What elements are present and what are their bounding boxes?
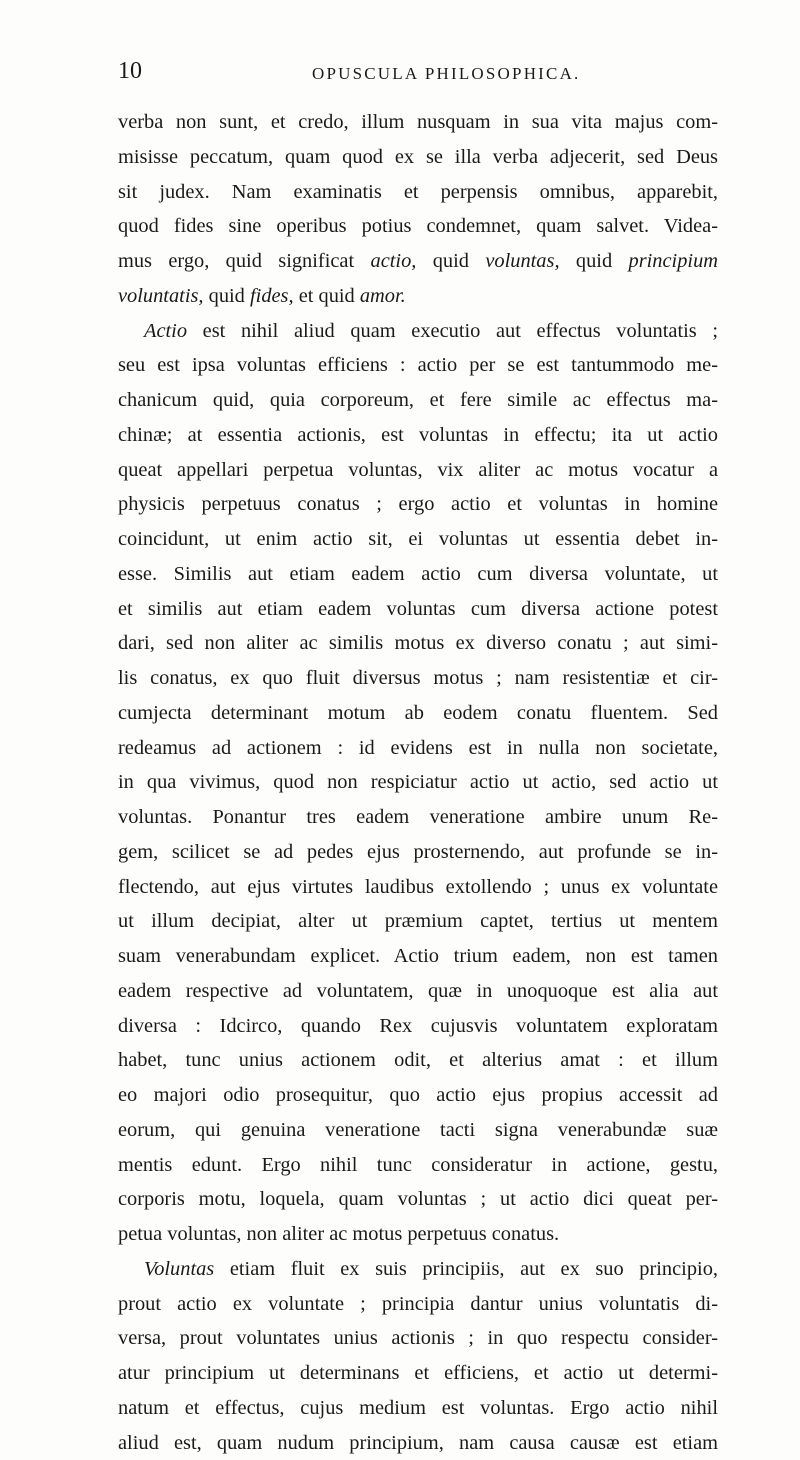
text-segment: esse. Similis aut etiam eadem actio cum diversa voluntate, ut: [118, 563, 718, 585]
text-segment: voluntas. Ponantur tres eadem veneratione ambire unum Re-: [118, 806, 718, 828]
text-line: [118, 626, 718, 661]
text-segment: eorum, qui genuina veneratione tacti signa venerabundæ suæ: [118, 1119, 718, 1141]
text-line: [118, 1182, 718, 1217]
text-line: [118, 453, 718, 488]
italic-term: Actio: [144, 320, 187, 342]
text-segment: sit judex. Nam examinatis et perpensis omnibus, apparebit,: [118, 181, 718, 203]
text-line: [118, 870, 718, 905]
text-line: [118, 939, 718, 974]
text-segment: natum et effectus, cujus medium est voluntas. Ergo actio nihil: [118, 1397, 718, 1419]
text-segment: est nihil aliud quam executio aut effectus voluntatis ;: [187, 320, 718, 342]
text-segment: quid: [560, 250, 629, 272]
italic-term: fides,: [250, 285, 294, 307]
text-segment: lis conatus, ex quo fluit diversus motus ; nam resistentiæ et cir-: [118, 667, 718, 689]
text-segment: ut illum decipiat, alter ut præmium captet, tertius ut mentem: [118, 910, 718, 932]
text-line: [118, 1391, 718, 1426]
text-segment: et quid: [294, 285, 360, 307]
text-line: [118, 1217, 718, 1252]
text-line: [118, 800, 718, 835]
text-segment: mentis edunt. Ergo nihil tunc consideratur in actione, gestu,: [118, 1154, 718, 1176]
running-head: OPUSCULA PHILOSOPHICA.: [312, 59, 581, 89]
text-line: [118, 974, 718, 1009]
italic-term: actio,: [371, 250, 417, 272]
page-number: 10: [118, 56, 142, 86]
text-segment: redeamus ad actionem : id evidens est in nulla non societate,: [118, 737, 718, 759]
text-line: [118, 835, 718, 870]
text-line: [118, 383, 718, 418]
text-line: [118, 140, 718, 175]
text-segment: quid: [416, 250, 485, 272]
text-line: [118, 1113, 718, 1148]
text-line: [118, 487, 718, 522]
text-segment: misisse peccatum, quam quod ex se illa verba adjecerit, sed Deus: [118, 146, 718, 168]
text-segment: et similis aut etiam eadem voluntas cum diversa actione potest: [118, 598, 718, 620]
italic-term: amor.: [360, 285, 406, 307]
italic-term: voluntas,: [485, 250, 559, 272]
text-line: [118, 1321, 718, 1356]
text-segment: diversa : Idcirco, quando Rex cujusvis voluntatem exploratam: [118, 1015, 718, 1037]
text-segment: quid: [204, 285, 250, 307]
text-line: [118, 1148, 718, 1183]
text-segment: flectendo, aut ejus virtutes laudibus extollendo ; unus ex voluntate: [118, 876, 718, 898]
text-segment: physicis perpetuus conatus ; ergo actio et voluntas in homine: [118, 493, 718, 515]
text-line: [118, 1356, 718, 1391]
text-segment: versa, prout voluntates unius actionis ; in quo respectu consider-: [118, 1327, 718, 1349]
text-line: [118, 1043, 718, 1078]
text-line: [118, 244, 718, 279]
text-segment: etiam fluit ex suis principiis, aut ex suo principio,: [214, 1258, 718, 1280]
text-segment: chanicum quid, quia corporeum, et fere simile ac effectus ma-: [118, 389, 718, 411]
text-line: [118, 1426, 718, 1460]
page-header: [118, 56, 718, 86]
text-segment: eadem respective ad voluntatem, quæ in unoquoque est alia aut: [118, 980, 718, 1002]
text-segment: in qua vivimus, quod non respiciatur actio ut actio, sed actio ut: [118, 771, 718, 793]
text-segment: seu est ipsa voluntas efficiens : actio per se est tantummodo me-: [118, 354, 718, 376]
text-segment: queat appellari perpetua voluntas, vix aliter ac motus vocatur a: [118, 459, 718, 481]
text-line: [118, 105, 718, 140]
text-segment: eo majori odio prosequitur, quo actio ejus propius accessit ad: [118, 1084, 718, 1106]
text-segment: chinæ; at essentia actionis, est voluntas in effectu; ita ut actio: [118, 424, 718, 446]
text-line: [118, 279, 718, 314]
text-segment: mus ergo, quid significat: [118, 250, 371, 272]
italic-term: principium: [629, 250, 719, 272]
text-line: [118, 731, 718, 766]
text-segment: coincidunt, ut enim actio sit, ei voluntas ut essentia debet in-: [118, 528, 718, 550]
text-line: [118, 209, 718, 244]
italic-term: Voluntas: [144, 1258, 214, 1280]
text-line: [118, 592, 718, 627]
text-segment: verba non sunt, et credo, illum nusquam in sua vita majus com-: [118, 111, 718, 133]
text-line: [118, 765, 718, 800]
text-line: [118, 1078, 718, 1113]
text-line: [118, 175, 718, 210]
text-line: [118, 348, 718, 383]
text-line: [118, 1287, 718, 1322]
text-line: [118, 661, 718, 696]
text-segment: prout actio ex voluntate ; principia dantur unius voluntatis di-: [118, 1293, 718, 1315]
text-line: [118, 696, 718, 731]
text-line: [118, 522, 718, 557]
text-segment: aliud est, quam nudum principium, nam causa causæ est etiam: [118, 1432, 718, 1454]
text-segment: dari, sed non aliter ac similis motus ex diverso conatu ; aut simi-: [118, 632, 718, 654]
body-text: [118, 105, 718, 1460]
text-segment: atur principium ut determinans et efficiens, et actio ut determi-: [118, 1362, 718, 1384]
text-line: [118, 1009, 718, 1044]
text-segment: quod fides sine operibus potius condemnet, quam salvet. Videa-: [118, 215, 718, 237]
text-line: [118, 557, 718, 592]
text-segment: corporis motu, loquela, quam voluntas ; ut actio dici queat per-: [118, 1188, 718, 1210]
text-segment: cumjecta determinant motum ab eodem conatu fluentem. Sed: [118, 702, 718, 724]
text-segment: habet, tunc unius actionem odit, et alterius amat : et illum: [118, 1049, 718, 1071]
italic-term: voluntatis,: [118, 285, 204, 307]
text-line: [118, 418, 718, 453]
text-line: [118, 904, 718, 939]
text-line: [118, 314, 718, 349]
text-segment: suam venerabundam explicet. Actio trium eadem, non est tamen: [118, 945, 718, 967]
text-segment: petua voluntas, non aliter ac motus perpetuus conatus.: [118, 1223, 559, 1245]
text-segment: gem, scilicet se ad pedes ejus prosternendo, aut profunde se in-: [118, 841, 718, 863]
text-line: [118, 1252, 718, 1287]
